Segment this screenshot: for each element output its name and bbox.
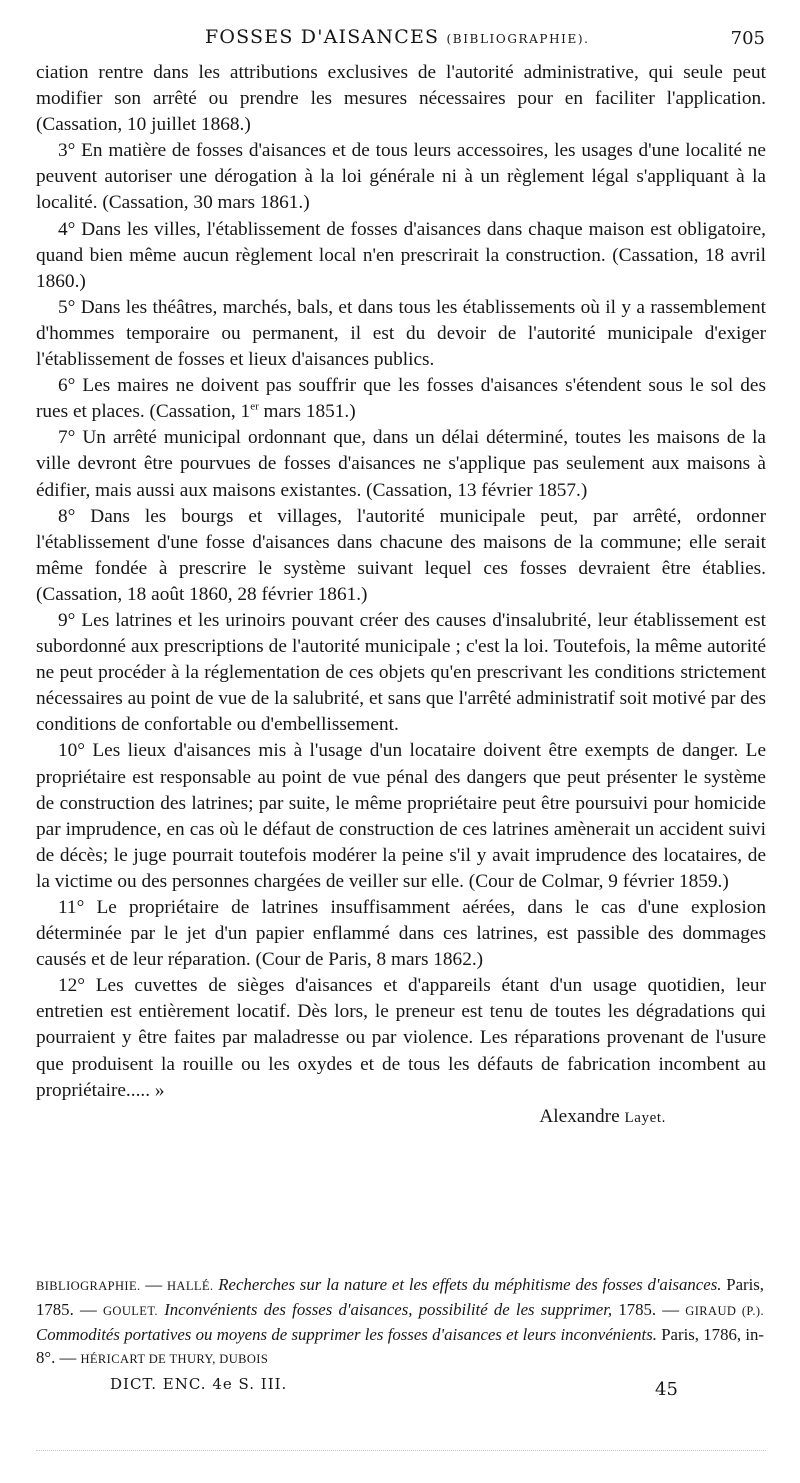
paragraph-6-text: 6° Les maires ne doivent pas souffrir que les fosses d'aisances s'étendent sous le sol des rues et places. (Cassation, 1 (36, 375, 766, 423)
bib-imprint: 1785. — (612, 1300, 686, 1319)
running-header (0, 22, 800, 52)
paragraph-4: 4° Dans les villes, l'établissement de fosses d'aisances dans chaque maison est obligatoire, quand bien même aucun règlement local n'en prescrirait la construction. (Cassation, 18 avril 1860.) (36, 218, 766, 292)
bib-author: HALLÉ. (166, 1279, 214, 1293)
paragraph-9: 9° Les latrines et les urinoirs pouvant créer des causes d'insalubrité, leur établissement est subordonné aux prescriptions de l'autorité municipale ; c'est la loi. Toutefois, la même autorité ne peut procéder à la réglementation de ces objets qu'en prescrivant les conditions strictement nécessaires au point de vue de la salubrité, et sans que l'arrêté administratif soit motivé par des conditions de confortable ou d'embellissement. (36, 609, 766, 736)
running-title-section: (BIBLIOGRAPHIE). (446, 32, 590, 46)
author-signature (36, 1104, 766, 1131)
paragraph-12: 12° Les cuvettes de sièges d'aisances et d'appareils étant d'un usage quotidien, leur entretien est entièrement locatif. Dès lors, le preneur est tenu de toutes les dégradations qui pourraient y être faites par maladresse ou par violence. Les réparations provenant de l'usure que produisent la rouille ou les oxydes et de tous les défauts de fabrication incombent au propriétaire..... » (36, 975, 766, 1101)
running-title (205, 26, 590, 48)
bib-imprint: Paris, 1785. — (36, 1275, 764, 1319)
paragraph-6 (36, 373, 766, 425)
scan-edge-divider (36, 1450, 766, 1451)
paragraph-continuation: ciation rentre dans les attributions exclusives de l'autorité administrative, qui seule peut modifier son arrêté ou prendre les mesures nécessaires pour en faciliter l'application. (Cassation, 10 juillet 1868.) (36, 62, 766, 136)
bib-author: GIRAUD (P.). (685, 1304, 764, 1318)
printer-signature-mark: DICT. ENC. 4e S. III. (110, 1375, 288, 1393)
author-first-name: Alexandre (539, 1105, 620, 1127)
paragraph-5: 5° Dans les théâtres, marchés, bals, et dans tous les établissements où il y a rassemblement d'hommes temporaire ou permanent, il est du devoir de l'autorité municipale d'exiger l'établissement de fosses et lieux d'aisances publics. (36, 296, 766, 371)
paragraph-11: 11° Le propriétaire de latrines insuffisamment aérées, dans le cas d'une explosion déterminée par le jet d'un papier enflammé dans ces latrines, est passible des dommages causés et de leur réparation. (Cour de Paris, 8 mars 1862.) (36, 897, 766, 971)
paragraph-8: 8° Dans les bourgs et villages, l'autorité municipale peut, par arrêté, ordonner l'établissement d'une fosse d'aisances dans chacune des maisons de la commune; elle serait même fondée à prescrire le système suivant lequel ces fosses devraient être établies. (Cassation, 18 août 1860, 28 février 1861.) (36, 505, 766, 605)
author-last-name: Layet. (624, 1109, 666, 1126)
bib-title: Commodités portatives ou moyens de supprimer les fosses d'aisances et leurs inconvénients. (36, 1325, 657, 1344)
page-number: 705 (730, 28, 765, 49)
paragraph-3: 3° En matière de fosses d'aisances et de tous leurs accessoires, les usages d'une localité ne peuvent autoriser une dérogation à la loi générale ni à un règlement légal s'appliquant à la localité. (Cassation, 30 mars 1861.) (36, 140, 766, 214)
main-text (36, 60, 766, 1131)
bibliography-paragraph (36, 1273, 764, 1371)
bibliography-label: BIBLIOGRAPHIE. (36, 1279, 141, 1293)
bibliography (36, 1273, 764, 1371)
sheet-number: 45 (655, 1379, 678, 1400)
paragraph-10: 10° Les lieux d'aisances mis à l'usage d'un locataire doivent être exempts de danger. Le propriétaire est responsable au point de vue pénal des dangers que peut présenter le système de construction des latrines; par suite, le même propriétaire peut être poursuivi pour homicide par imprudence, en cas où le défaut de construction de ces latrines amènerait un accident suivi de décès; le juge pourrait toutefois modérer la peine s'il y avait imprudence des locataires, de la victime ou des personnes chargées de veiller sur elle. (Cour de Colmar, 9 février 1859.) (36, 740, 766, 892)
bib-title: Recherches sur la nature et les effets du méphitisme des fosses d'aisances. (218, 1275, 722, 1294)
bib-title: Inconvénients des fosses d'aisances, possibilité de les supprimer, (164, 1300, 613, 1319)
bib-author: HÉRICART DE THURY, DUBOIS (80, 1352, 269, 1366)
page-footer (0, 1375, 800, 1409)
paragraph-6-end: mars 1851.) (258, 401, 356, 423)
paragraph-7: 7° Un arrêté municipal ordonnant que, dans un délai déterminé, toutes les maisons de la ville devront être pourvues de fosses d'aisances ne s'applique pas seulement aux maisons à édifier, mais aussi aux maisons existantes. (Cassation, 13 février 1857.) (36, 427, 766, 501)
bib-author: GOULET. (102, 1304, 158, 1318)
separator: — (140, 1275, 167, 1294)
bib-imprint: Paris, 1786, in-8°. — (36, 1325, 764, 1367)
running-title-text: FOSSES D'AISANCES (205, 26, 440, 48)
superscript: er (250, 400, 259, 413)
